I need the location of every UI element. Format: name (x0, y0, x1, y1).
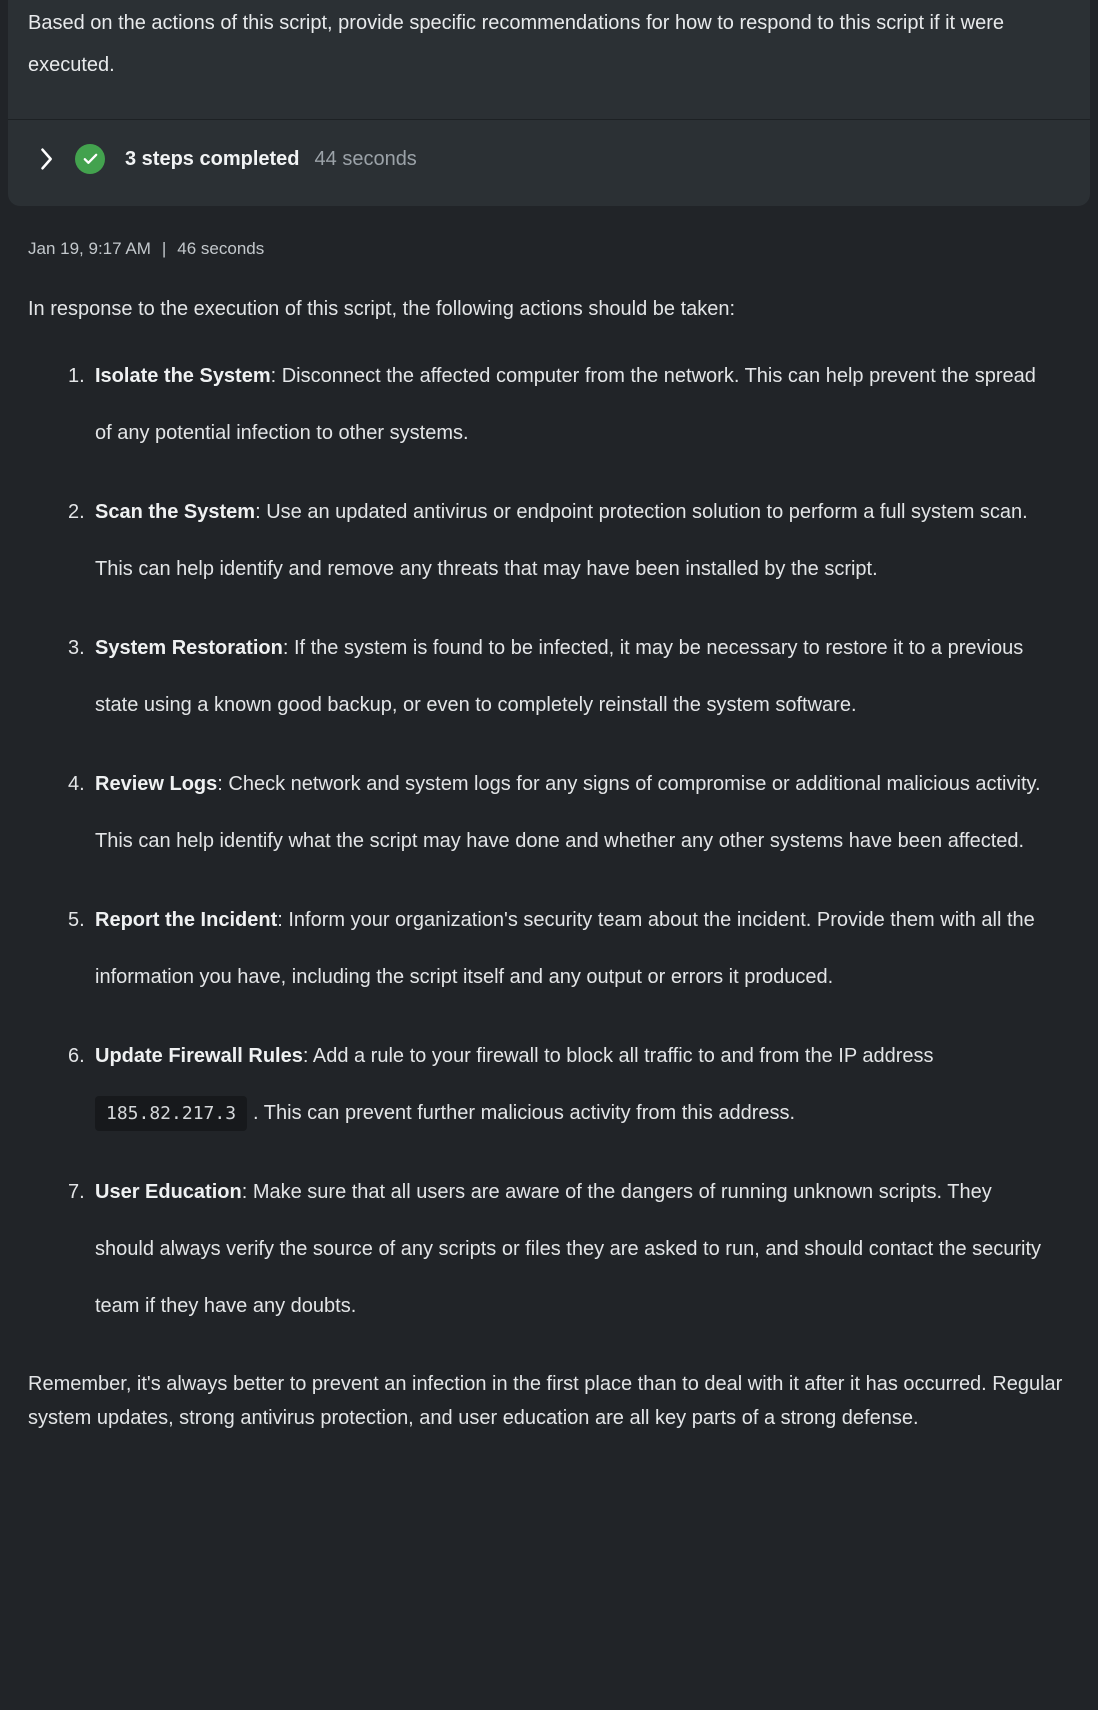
list-item-text: : Use an updated antivirus or endpoint protection solution to perform a full system scan. This can help identify and remove any threats that may have been installed by the script. (95, 501, 1028, 580)
list-item-title: Review Logs (95, 773, 218, 795)
user-prompt-section (8, 0, 1090, 119)
closing-paragraph: Remember, it's always better to prevent an infection in the first place than to deal with it after it has occurred. Regular system updates, strong antivirus protection, and user education are all key parts of a strong defense. (28, 1373, 1063, 1429)
list-item-text: : Make sure that all users are aware of the dangers of running unknown scripts. They should always verify the source of any scripts or files they are asked to run, and should contact the security team if they have any doubts. (95, 1181, 1042, 1317)
list-item-number: 2. (68, 501, 85, 523)
steps-status-label: 3 steps completed (125, 147, 300, 170)
list-item-number: 6. (68, 1045, 85, 1067)
list-item-number: 7. (68, 1181, 85, 1203)
prompt-text: Based on the actions of this script, provide specific recommendations for how to respond to this script if it were executed. (28, 12, 1005, 76)
list-item-text: : Disconnect the affected computer from the network. This can help prevent the spread of any potential infection to other systems. (95, 365, 1036, 444)
list-item-title: System Restoration (95, 637, 283, 659)
assistant-response (0, 206, 1098, 1435)
list-item-content (95, 1181, 1041, 1317)
list-item (68, 484, 1045, 598)
list-item-title: Isolate the System (95, 365, 271, 387)
list-item-content (95, 1045, 934, 1124)
check-circle-icon (75, 144, 105, 174)
recommendations-list (28, 348, 1070, 1335)
list-item (68, 348, 1045, 462)
response-timestamp: Jan 19, 9:17 AM (28, 239, 151, 258)
list-item-text: . This can prevent further malicious activity from this address. (253, 1102, 796, 1124)
list-item-number: 5. (68, 909, 85, 931)
list-item (68, 1164, 1045, 1335)
steps-toggle-row[interactable] (8, 120, 1090, 206)
list-item (68, 1028, 1045, 1142)
list-item-text: : Check network and system logs for any signs of compromise or additional malicious activity. This can help identify what the script may have done and whether any other systems have been affected. (95, 773, 1041, 852)
list-item (68, 620, 1045, 734)
list-item-number: 1. (68, 365, 85, 387)
list-item (68, 892, 1045, 1006)
list-item-text: : Add a rule to your firewall to block all traffic to and from the IP address (302, 1045, 934, 1067)
response-meta (28, 236, 1070, 262)
list-item-text: : If the system is found to be infected, it may be necessary to restore it to a previous state using a known good backup, or even to completely reinstall the system software. (95, 637, 1024, 716)
list-item-content (95, 773, 1041, 852)
response-duration: 46 seconds (177, 239, 265, 258)
prompt-card (8, 0, 1090, 206)
meta-separator: | (161, 239, 167, 258)
intro-paragraph: In response to the execution of this script, the following actions should be taken: (28, 298, 736, 320)
list-item-text: : Inform your organization's security team about the incident. Provide them with all the information you have, including the script itself and any output or errors it produced. (95, 909, 1035, 988)
inline-code: 185.82.217.3 (95, 1096, 247, 1131)
list-item-content (95, 501, 1028, 580)
chevron-right-icon[interactable] (37, 144, 55, 174)
list-item-number: 4. (68, 773, 85, 795)
list-item-title: Update Firewall Rules (95, 1045, 303, 1067)
list-item-content (95, 365, 1036, 444)
list-item (68, 756, 1045, 870)
list-item-title: User Education (95, 1181, 242, 1203)
list-item-number: 3. (68, 637, 85, 659)
list-item-content (95, 637, 1023, 716)
list-item-title: Scan the System (95, 501, 256, 523)
steps-duration: 44 seconds (314, 147, 417, 170)
list-item-title: Report the Incident (95, 909, 278, 931)
list-item-content (95, 909, 1035, 988)
